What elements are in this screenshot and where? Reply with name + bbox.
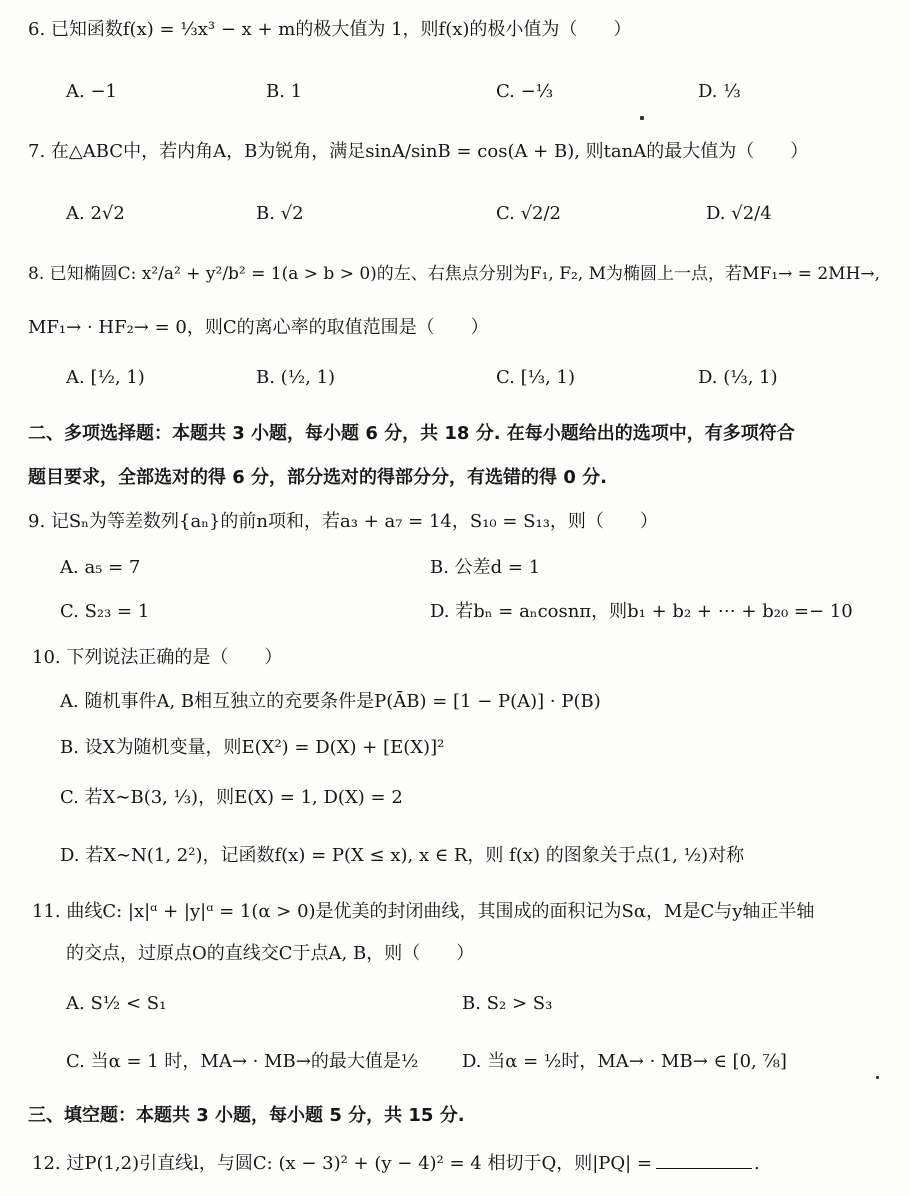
question-12-stem: 12. 过P(1,2)引直线l，与圆C: (x − 3)² + (y − 4)² = 4 相切于Q，则|PQ| = (32, 1153, 653, 1174)
question-10-option-c: C. 若X∼B(3, ⅓)，则E(X) = 1, D(X) = 2 (60, 787, 403, 808)
scan-speck (640, 116, 644, 120)
question-8-option-d: D. (⅓, 1) (698, 367, 778, 388)
question-10-stem: 10. 下列说法正确的是（ ） (32, 647, 283, 668)
question-8-option-a: A. [½, 1) (66, 367, 145, 388)
question-6-option-d: D. ⅓ (698, 81, 741, 102)
question-7-option-a: A. 2√2 (66, 203, 125, 224)
answer-blank[interactable] (656, 1150, 752, 1169)
question-9-option-d: D. 若bₙ = aₙcosnπ，则b₁ + b₂ + ⋯ + b₂₀ =− 10 (430, 601, 853, 622)
section-3-heading: 三、填空题：本题共 3 小题，每小题 5 分，共 15 分. (28, 1105, 465, 1126)
question-11-option-c: C. 当α = 1 时，MA→ · MB→的最大值是½ (66, 1051, 419, 1072)
question-10-option-d: D. 若X∼N(1, 2²)，记函数f(x) = P(X ≤ x), x ∈ R，则 f(x) 的图象关于点(1, ½)对称 (60, 845, 745, 866)
question-11-option-b: B. S₂ > S₃ (462, 993, 553, 1014)
question-6-stem: 6. 已知函数f(x) = ⅓x³ − x + m的极大值为 1，则f(x)的极小值为（ ） (28, 19, 632, 40)
question-10-option-b: B. 设X为随机变量，则E(X²) = D(X) + [E(X)]² (60, 737, 445, 758)
question-11-stem: 11. 曲线C: |x|ᵅ + |y|ᵅ = 1(α > 0)是优美的封闭曲线，其围成的面积记为Sα，M是C与y轴正半轴 (32, 901, 815, 922)
question-7-option-c: C. √2/2 (496, 203, 562, 224)
question-9-option-b: B. 公差d = 1 (430, 557, 541, 578)
question-6-option-b: B. 1 (266, 81, 303, 102)
question-7-stem: 7. 在△ABC中，若内角A，B为锐角，满足sinA/sinB = cos(A + B), 则tanA的最大值为（ ） (28, 141, 809, 162)
question-11-stem-continued: 的交点，过原点O的直线交C于点A, B，则（ ） (66, 943, 475, 964)
section-2-heading: 二、多项选择题：本题共 3 小题，每小题 6 分，共 18 分. 在每小题给出的选项中，有多项符合 (28, 423, 795, 444)
question-8-option-b: B. (½, 1) (256, 367, 336, 388)
question-9-option-a: A. a₅ = 7 (60, 557, 141, 578)
scan-speck (876, 1076, 879, 1079)
question-12-row (32, 1150, 760, 1176)
question-8-stem: 8. 已知椭圆C: x²/a² + y²/b² = 1(a > b > 0)的左、右焦点分别为F₁, F₂, M为椭圆上一点，若MF₁→ = 2MH→, (28, 264, 881, 284)
question-8-stem-continued: MF₁→ · HF₂→ = 0，则C的离心率的取值范围是（ ） (28, 317, 489, 338)
question-7-option-b: B. √2 (256, 203, 304, 224)
question-9-stem: 9. 记Sₙ为等差数列{aₙ}的前n项和，若a₃ + a₇ = 14，S₁₀ = S₁₃，则（ ） (28, 511, 658, 532)
question-6-option-a: A. −1 (66, 81, 117, 102)
question-7-option-d: D. √2/4 (706, 203, 772, 224)
question-11-option-a: A. S½ < S₁ (66, 993, 167, 1014)
question-12-end: . (754, 1153, 760, 1174)
question-11-option-d: D. 当α = ½时，MA→ · MB→ ∈ [0, ⅞] (462, 1051, 787, 1072)
question-9-option-c: C. S₂₃ = 1 (60, 601, 150, 622)
section-2-instructions: 题目要求，全部选对的得 6 分，部分选对的得部分分，有选错的得 0 分. (28, 467, 607, 488)
question-8-option-c: C. [⅓, 1) (496, 367, 575, 388)
question-6-option-c: C. −⅓ (496, 81, 554, 102)
question-10-option-a: A. 随机事件A, B相互独立的充要条件是P(ĀB) = [1 − P(A)] · P(B) (60, 691, 601, 712)
